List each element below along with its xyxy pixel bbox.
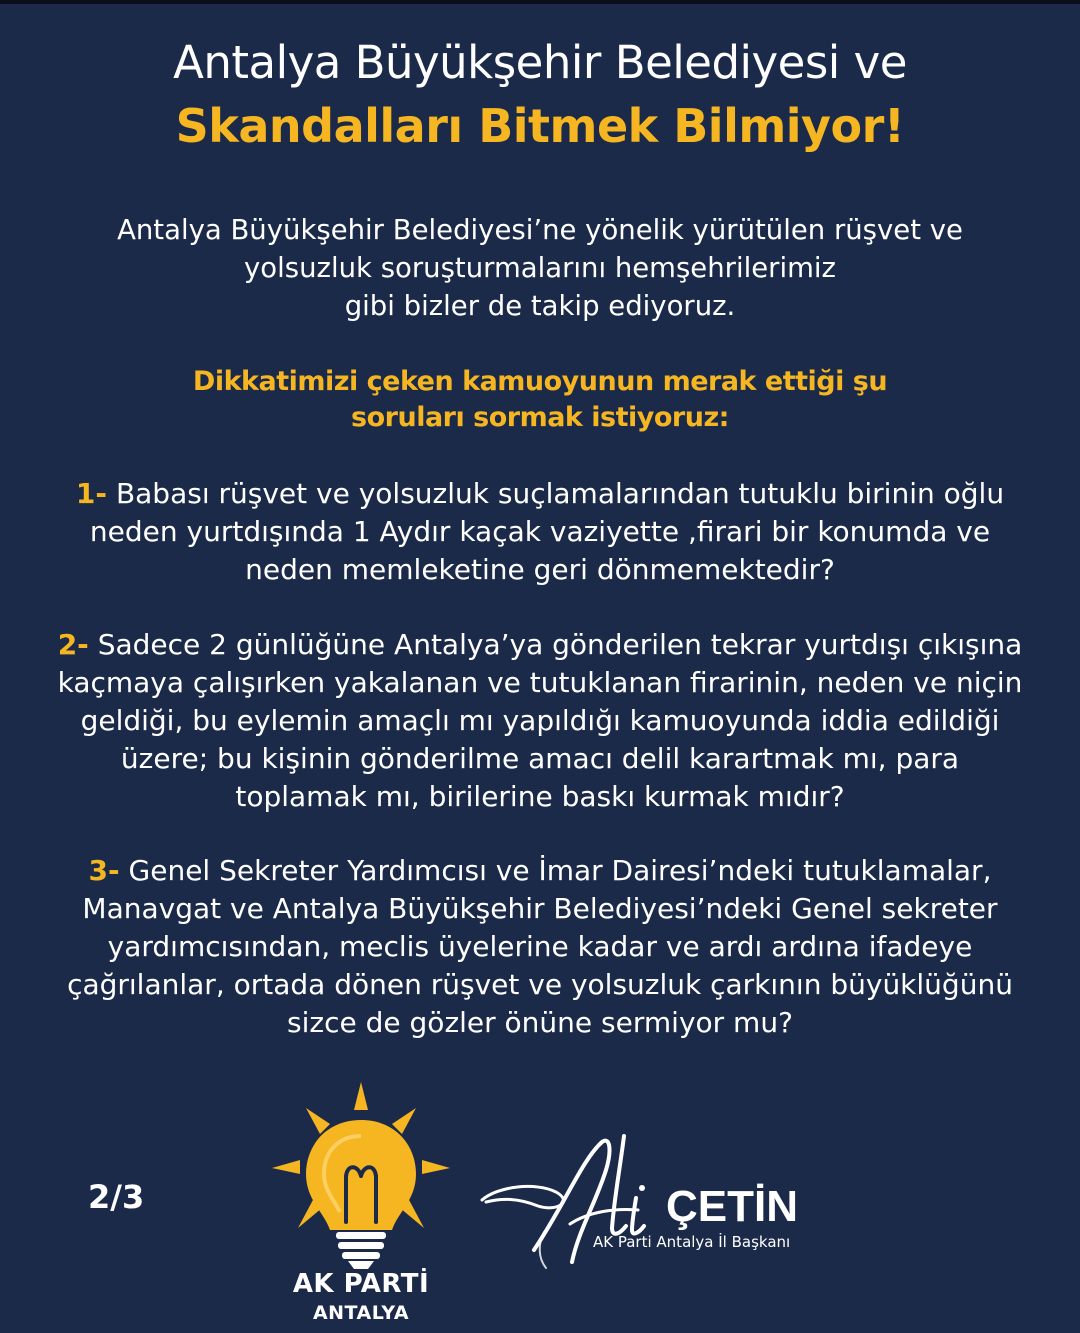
lightbulb-icon — [268, 1080, 454, 1270]
question-line: sizce de gözler önüne sermiyor mu? — [287, 1006, 793, 1039]
signer-name: ÇETİN — [666, 1182, 798, 1231]
question-heading-line: soruları sormak istiyoruz: — [351, 402, 729, 433]
question-line: Manavgat ve Antalya Büyükşehir Belediyesi’ndeki Genel sekreter — [82, 892, 998, 925]
question-text: Babası rüşvet ve yolsuzluk suçlamalarından tutuklu birinin oğlu — [115, 477, 1005, 510]
signature — [478, 1132, 668, 1272]
question-text: Genel Sekreter Yardımcısı ve İmar Dairesi’ndeki tutuklamalar, — [128, 854, 992, 887]
question-line: toplamak mı, birilerine baskı kurmak mıdır? — [235, 780, 845, 813]
question-heading — [40, 364, 1040, 436]
title-line-2: Skandalları Bitmek Bilmiyor! — [175, 99, 905, 153]
question-line — [30, 852, 1050, 890]
question-number: 2- — [57, 628, 89, 661]
intro-paragraph — [60, 211, 1020, 325]
question-line: üzere; bu kişinin gönderilme amacı delil karartmak mı, para — [120, 742, 960, 775]
question-line: geldiği, bu eylemin amaçlı mı yapıldığı kamuoyunda iddia edildiği — [80, 704, 1000, 737]
page-indicator: 2/3 — [88, 1178, 145, 1216]
question-3 — [30, 852, 1050, 1042]
party-city: ANTALYA — [312, 1302, 410, 1324]
question-line: çağrılanlar, ortada dönen rüşvet ve yolsuzluk çarkının büyüklüğünü — [67, 968, 1013, 1001]
question-2 — [28, 626, 1052, 816]
intro-line: gibi bizler de takip ediyoruz. — [344, 290, 736, 322]
question-line — [28, 626, 1052, 664]
question-number: 1- — [75, 477, 108, 510]
question-line: neden yurtdışında 1 Aydır kaçak vaziyette ,firari bir konumda ve — [89, 515, 991, 548]
question-line: kaçmaya çalışırken yakalanan ve tutuklanan firarinin, neden ve niçin — [57, 666, 1023, 699]
question-line: neden memleketine geri dönmemektedir? — [245, 553, 835, 586]
question-text: Sadece 2 günlüğüne Antalya’ya gönderilen tekrar yurtdışı çıkışına — [97, 628, 1023, 661]
question-line — [30, 475, 1050, 513]
party-name: AK PARTİ — [292, 1269, 430, 1299]
question-heading-line: Dikkatimizi çeken kamuoyunun merak ettiği şu — [192, 366, 888, 397]
intro-line: yolsuzluk soruşturmalarını hemşehrilerimiz — [244, 252, 836, 284]
title-line-1: Antalya Büyükşehir Belediyesi ve — [173, 36, 907, 89]
signer-title: AK Parti Antalya İl Başkanı — [593, 1233, 791, 1251]
intro-line: Antalya Büyükşehir Belediyesi’ne yönelik yürütülen rüşvet ve — [117, 214, 963, 246]
question-number: 3- — [88, 854, 120, 887]
question-line: yardımcısından, meclis üyelerine kadar ve ardı ardına ifadeye — [107, 930, 973, 963]
question-1 — [30, 475, 1050, 589]
